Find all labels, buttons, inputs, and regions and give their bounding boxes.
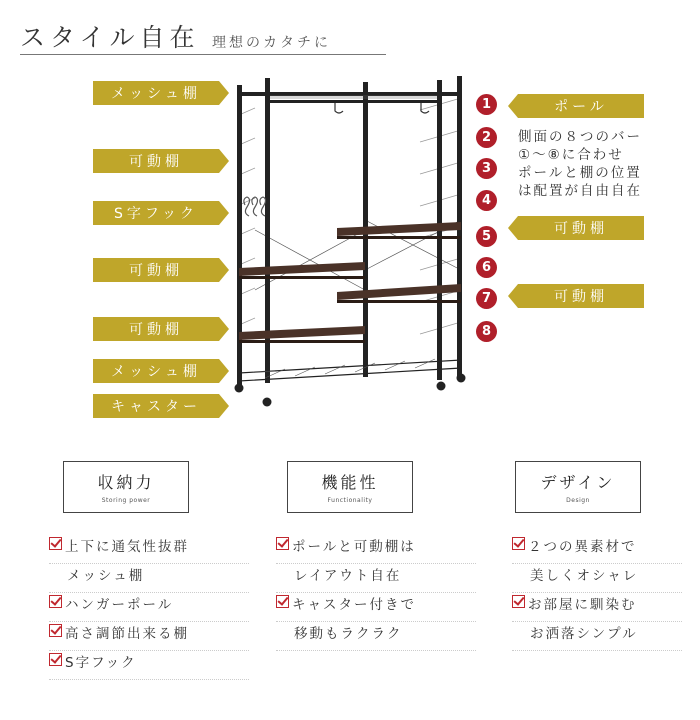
list-item: [512, 593, 682, 622]
feature-title: 機能性: [321, 473, 379, 492]
list-item-text: お部屋に馴染む: [528, 597, 637, 613]
feature-box-storage: [63, 461, 189, 513]
label-caster: キャスター: [93, 394, 219, 418]
label-s-hook: S字フック: [93, 201, 219, 225]
list-item-text: 上下に通気性抜群: [65, 539, 189, 555]
label-movable-shelf-3: 可動棚: [93, 317, 219, 341]
feature-subtitle: Storing power: [101, 497, 151, 504]
checkbox-icon: [276, 595, 289, 608]
list-item: [276, 622, 476, 651]
label-mesh-shelf-bottom: メッシュ棚: [93, 359, 219, 383]
checkbox-icon: [49, 653, 62, 666]
list-item: [276, 535, 476, 564]
position-marker-2: 2: [476, 127, 497, 148]
checkbox-icon: [49, 595, 62, 608]
checkbox-icon: [49, 624, 62, 637]
page-title: スタイル自在: [20, 23, 200, 52]
list-item: [49, 622, 249, 651]
layout-note: 側面の８つのバー ①～⑧に合わせ ポールと棚の位置 は配置が自由自在: [518, 129, 642, 199]
position-marker-1: 1: [476, 94, 497, 115]
list-item: [49, 651, 249, 680]
title-divider: [20, 54, 386, 55]
feature-list-storage: [49, 535, 249, 680]
feature-title: デザイン: [540, 473, 616, 492]
feature-subtitle: Design: [566, 497, 590, 504]
feature-list-design: [512, 535, 682, 651]
list-item-text: ２つの異素材で: [528, 539, 637, 555]
list-item-text: お洒落シンプル: [530, 626, 638, 642]
checkbox-icon: [49, 537, 62, 550]
label-mesh-shelf-top: メッシュ棚: [93, 81, 219, 105]
label-movable-shelf-1: 可動棚: [93, 149, 219, 173]
page-subtitle: 理想のカタチに: [212, 35, 331, 51]
label-movable-shelf-right-2: 可動棚: [518, 284, 644, 308]
position-marker-7: 7: [476, 288, 497, 309]
feature-subtitle: Functionality: [327, 497, 373, 504]
list-item-text: キャスター付きで: [292, 597, 416, 613]
label-movable-shelf-2: 可動棚: [93, 258, 219, 282]
rack-illustration: [225, 70, 475, 410]
list-item: [512, 535, 682, 564]
checkbox-icon: [276, 537, 289, 550]
position-marker-6: 6: [476, 257, 497, 278]
checkbox-icon: [512, 537, 525, 550]
feature-list-functionality: [276, 535, 476, 651]
position-marker-3: 3: [476, 158, 497, 179]
position-marker-8: 8: [476, 321, 497, 342]
list-item-text: 美しくオシャレ: [530, 568, 639, 584]
list-item-text: S字フック: [65, 655, 137, 671]
feature-box-design: [515, 461, 641, 513]
list-item: [276, 593, 476, 622]
list-item: [512, 564, 682, 593]
list-item-text: メッシュ棚: [67, 568, 145, 584]
list-item: [49, 535, 249, 564]
list-item-text: 移動もラクラク: [294, 626, 403, 642]
list-item: [49, 593, 249, 622]
list-item-text: レイアウト自在: [294, 568, 402, 584]
label-movable-shelf-right-1: 可動棚: [518, 216, 644, 240]
position-marker-5: 5: [476, 226, 497, 247]
list-item: [49, 564, 249, 593]
list-item: [276, 564, 476, 593]
list-item-text: ハンガーポール: [65, 597, 174, 613]
list-item-text: ポールと可動棚は: [292, 539, 416, 555]
checkbox-icon: [512, 595, 525, 608]
list-item-text: 高さ調節出来る棚: [65, 626, 189, 642]
feature-title: 収納力: [97, 473, 155, 492]
position-marker-4: 4: [476, 190, 497, 211]
label-pole: ポール: [518, 94, 644, 118]
feature-box-functionality: [287, 461, 413, 513]
list-item: [512, 622, 682, 651]
